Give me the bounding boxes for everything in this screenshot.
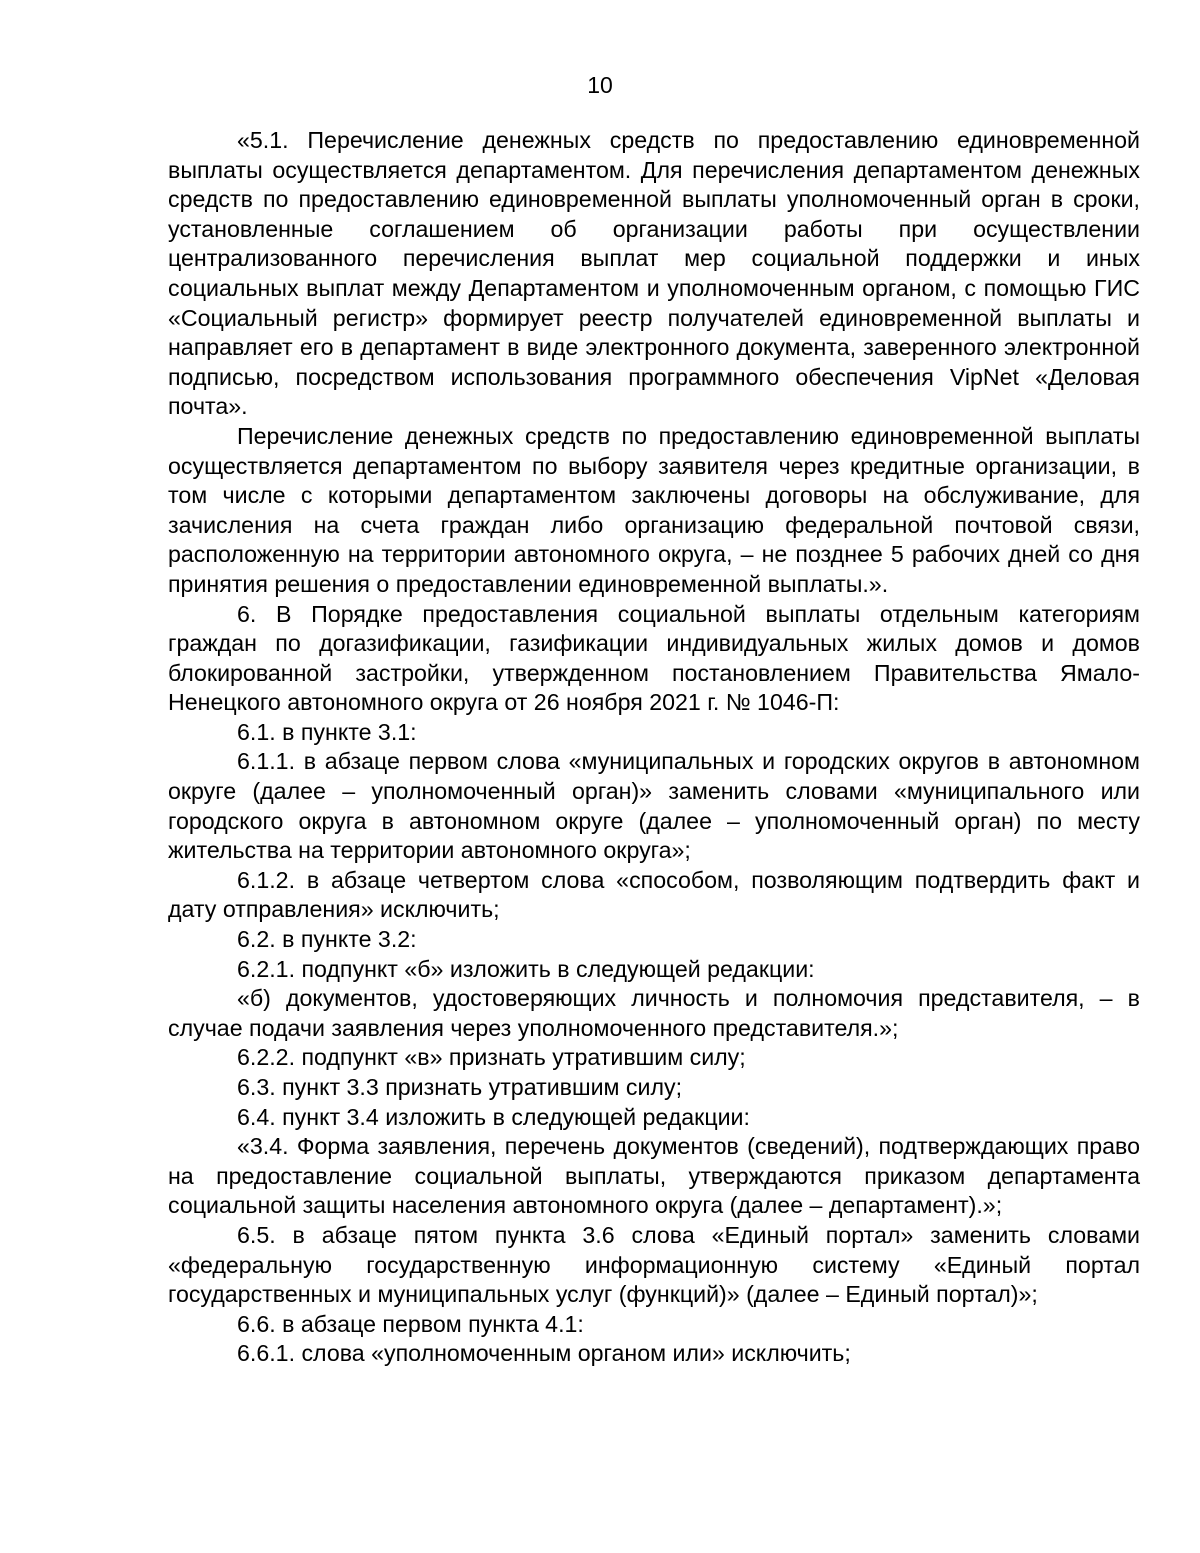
paragraph-6-4: 6.4. пункт 3.4 изложить в следующей редакции:: [237, 1103, 750, 1130]
paragraph-6-2-1: 6.2.1. подпункт «б» изложить в следующей редакции:: [237, 955, 815, 982]
paragraph-6: 6. В Порядке предоставления социальной выплаты отдельным категориям граждан по догазификации, газификации индивидуальных жилых домов и домов блокированной застройки, утвержденном постановлением Правительства Ямало-Ненецкого автономного округа от 26 ноября 2021 г. № 1046-П:: [168, 600, 1140, 716]
paragraph-transfer: Перечисление денежных средств по предоставлению единовременной выплаты осуществляется департаментом по выбору заявителя через кредитные организации, в том числе с которыми департаментом заключены договоры на обслуживание, для зачисления на счета граждан либо организацию федеральной почтовой связи, расположенную на территории автономного округа, – не позднее 5 рабочих дней со дня принятия решения о предоставлении единовременной выплаты.».: [168, 422, 1140, 597]
page-number: 10: [587, 72, 613, 98]
paragraph-3-4: «3.4. Форма заявления, перечень документов (сведений), подтверждающих право на предоставление социальной выплаты, утверждаются приказом департамента социальной защиты населения автономного округа (далее – департамент).»;: [168, 1133, 1140, 1219]
paragraph-6-1: 6.1. в пункте 3.1:: [237, 718, 417, 745]
paragraph-6-2-2: 6.2.2. подпункт «в» признать утратившим силу;: [237, 1044, 746, 1071]
paragraph-5-1: «5.1. Перечисление денежных средств по предоставлению единовременной выплаты осуществляется департаментом. Для перечисления департаментом денежных средств по предоставлению единовременной выплаты уполномоченный орган в сроки, установленные соглашением об организации работы при осуществлении централизованного перечисления выплат мер социальной поддержки и иных социальных выплат между Департаментом и уполномоченным органом, с помощью ГИС «Социальный регистр» формирует реестр получателей единовременной выплаты и направляет его в департамент в виде электронного документа, заверенного электронной подписью, посредством использования программного обеспечения VipNet «Деловая почта».: [168, 127, 1140, 420]
paragraph-subitem-b: «б) документов, удостоверяющих личность и полномочия представителя, – в случае подачи заявления через уполномоченного представителя.»;: [168, 985, 1140, 1041]
paragraph-6-5: 6.5. в абзаце пятом пункта 3.6 слова «Единый портал» заменить словами «федеральную государственную информационную систему «Единый портал государственных и муниципальных услуг (функций)» (далее – Единый портал)»;: [168, 1221, 1140, 1308]
paragraph-6-6: 6.6. в абзаце первом пункта 4.1:: [237, 1310, 584, 1337]
paragraph-6-2: 6.2. в пункте 3.2:: [237, 926, 417, 953]
document-body: [168, 126, 1140, 1369]
paragraph-6-3: 6.3. пункт 3.3 признать утратившим силу;: [237, 1074, 683, 1100]
paragraph-6-1-2: 6.1.2. в абзаце четвертом слова «способом, позволяющим подтвердить факт и дату отправления» исключить;: [168, 866, 1140, 923]
paragraph-6-1-1: 6.1.1. в абзаце первом слова «муниципальных и городских округов в автономном округе (далее – уполномоченный орган)» заменить словами «муниципального или городского округа в автономном округе (далее – уполномоченный орган) по месту жительства на территории автономного округа»;: [168, 748, 1140, 864]
paragraph-6-6-1: 6.6.1. слова «уполномоченным органом или» исключить;: [237, 1340, 851, 1367]
